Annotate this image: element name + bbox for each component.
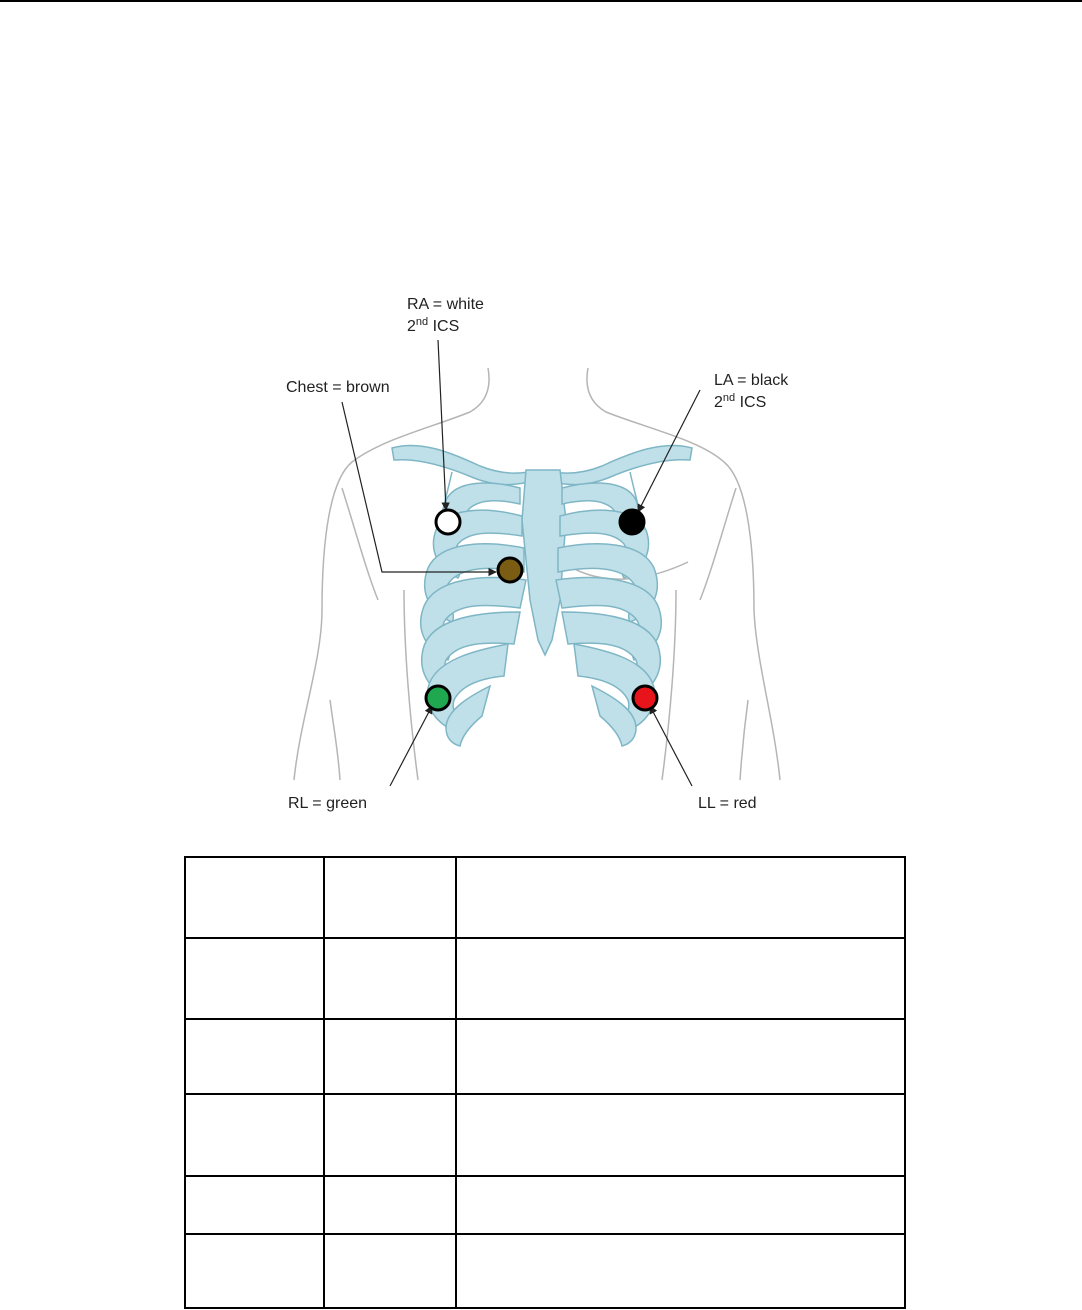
- table-cell: [456, 857, 905, 938]
- electrode-la: [620, 510, 644, 534]
- electrode-ra: [436, 510, 460, 534]
- table-cell: [324, 1234, 456, 1308]
- table-row: [185, 1234, 905, 1308]
- table-cell: [185, 1234, 324, 1308]
- table-cell: [324, 1019, 456, 1094]
- label-la-line2: 2nd ICS: [714, 392, 767, 411]
- lead-table: [184, 856, 906, 1309]
- label-la-line1: LA = black: [714, 372, 789, 389]
- label-rl: RL = green: [288, 795, 368, 812]
- table-cell: [185, 1176, 324, 1234]
- table-row: [185, 1019, 905, 1094]
- table-cell: [324, 857, 456, 938]
- table-cell: [185, 857, 324, 938]
- label-ra-line2: 2nd ICS: [407, 316, 460, 335]
- ra-leader: [438, 340, 446, 510]
- table-cell: [456, 1019, 905, 1094]
- table-row: [185, 1094, 905, 1176]
- table-cell: [456, 938, 905, 1019]
- table-row: [185, 857, 905, 938]
- table-cell: [456, 1176, 905, 1234]
- table-cell: [185, 938, 324, 1019]
- table-row: [185, 1176, 905, 1234]
- electrode-rl: [426, 686, 450, 710]
- ll-leader: [650, 706, 692, 786]
- table-cell: [456, 1234, 905, 1308]
- table-cell: [324, 1176, 456, 1234]
- table-cell: [185, 1019, 324, 1094]
- table-row: [185, 938, 905, 1019]
- label-ll: LL = red: [698, 795, 757, 812]
- label-ra-line1: RA = white: [407, 296, 484, 313]
- table-cell: [456, 1094, 905, 1176]
- table-cell: [324, 1094, 456, 1176]
- electrode-ll: [633, 686, 657, 710]
- electrode-chest: [498, 558, 522, 582]
- table-cell: [185, 1094, 324, 1176]
- table-cell: [324, 938, 456, 1019]
- label-chest: Chest = brown: [286, 379, 390, 396]
